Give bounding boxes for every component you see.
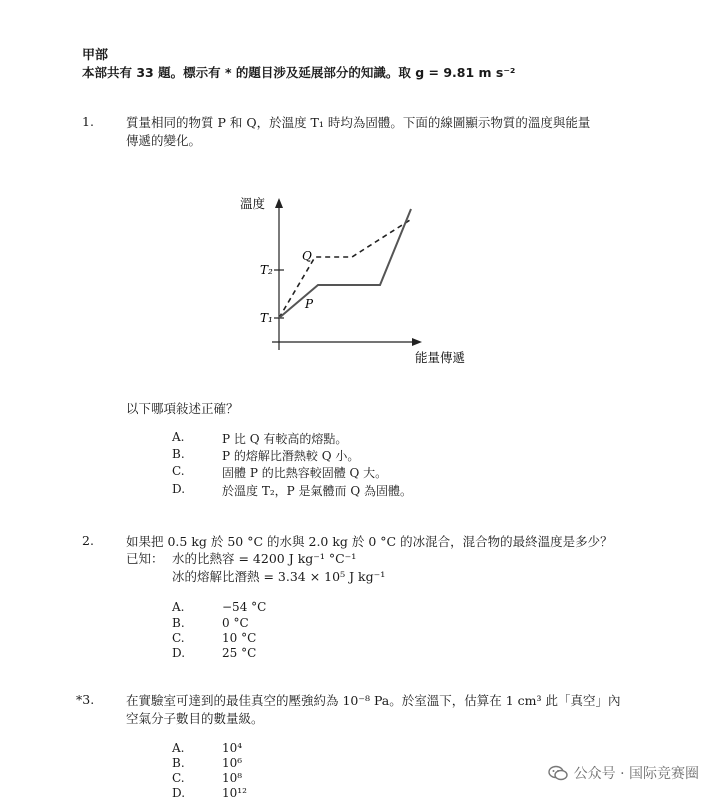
wechat-icon xyxy=(548,765,568,781)
q1-option-c-text: 固體 P 的比熱容較固體 Q 大。 xyxy=(222,466,388,480)
q1-option-d-letter: D. xyxy=(172,482,186,496)
q2-option-d-text: 25 °C xyxy=(222,646,257,660)
q3-option-b-letter: B. xyxy=(172,756,185,770)
q1-option-a-text: P 比 Q 有較高的熔點。 xyxy=(222,432,348,446)
q3-text-line2: 空氣分子數目的數量級。 xyxy=(126,711,264,726)
q1-prompt: 以下哪項敍述正確？ xyxy=(126,401,239,416)
q2-given-2: 冰的熔解比潛熱 = 3.34 × 10⁵ J kg⁻¹ xyxy=(172,569,386,584)
q2-option-a-letter: A. xyxy=(172,600,185,614)
q3-option-c-letter: C. xyxy=(172,771,185,785)
q1-text-line1: 質量相同的物質 P 和 Q，於溫度 T₁ 時均為固體。下面的線圖顯示物質的溫度與能量 xyxy=(126,115,591,130)
section-title: 甲部 xyxy=(82,48,109,63)
q2-given-1: 水的比熱容 = 4200 J kg⁻¹ °C⁻¹ xyxy=(172,551,357,566)
t2-label: T₂ xyxy=(260,263,273,277)
x-axis-arrow-icon xyxy=(412,338,422,346)
q1-number: 1. xyxy=(82,114,94,129)
watermark xyxy=(548,763,699,783)
q2-option-b-text: 0 °C xyxy=(222,616,249,630)
q3-number: *3. xyxy=(76,692,95,707)
q2-option-d-letter: D. xyxy=(172,646,186,660)
q2-option-c-letter: C. xyxy=(172,631,185,645)
q2-text-line1: 如果把 0.5 kg 於 50 °C 的水與 2.0 kg 於 0 °C 的冰混合，混合物的最終溫度是多少？ xyxy=(126,534,613,549)
y-axis-label: 溫度 xyxy=(240,196,266,211)
watermark-text: 公众号 · 国际竞赛圈 xyxy=(573,766,699,782)
curve-q xyxy=(279,220,410,318)
q1-text-line2: 傳遞的變化。 xyxy=(126,133,202,148)
q2-option-c-text: 10 °C xyxy=(222,631,257,645)
x-axis-label: 能量傳遞 xyxy=(415,350,466,365)
q1-option-d-text: 於溫度 T₂，P 是氣體而 Q 為固體。 xyxy=(222,484,412,498)
q2-given-label: 已知： xyxy=(126,551,164,566)
t1-label: T₁ xyxy=(260,311,273,325)
q1-option-b-text: P 的熔解比潛熱較 Q 小。 xyxy=(222,449,360,463)
q3-option-d-letter: D. xyxy=(172,786,186,800)
curve-p-label: P xyxy=(305,297,314,311)
q2-option-a-text: −54 °C xyxy=(222,600,267,614)
y-axis-arrow-icon xyxy=(275,198,283,208)
curve-p xyxy=(279,209,411,318)
q2-option-b-letter: B. xyxy=(172,616,185,630)
q1-option-c-letter: C. xyxy=(172,464,185,478)
q3-option-c-text: 10⁸ xyxy=(222,771,243,785)
q3-option-d-text: 10¹² xyxy=(222,786,247,800)
q2-number: 2. xyxy=(82,533,94,548)
q3-option-a-text: 10⁴ xyxy=(222,741,243,755)
q3-text-line1: 在實驗室可達到的最佳真空的壓強約為 10⁻⁸ Pa。於室溫下，估算在 1 cm³ 此「真空」內 xyxy=(126,693,621,708)
section-intro: 本部共有 33 題。標示有 * 的題目涉及延展部分的知識。取 g = 9.81 m s⁻² xyxy=(82,65,516,80)
q1-option-a-letter: A. xyxy=(172,430,185,444)
curve-q-label: Q xyxy=(302,249,312,263)
q3-option-a-letter: A. xyxy=(172,741,185,755)
q1-option-b-letter: B. xyxy=(172,447,185,461)
q3-option-b-text: 10⁶ xyxy=(222,756,243,770)
q1-graph xyxy=(230,192,490,367)
